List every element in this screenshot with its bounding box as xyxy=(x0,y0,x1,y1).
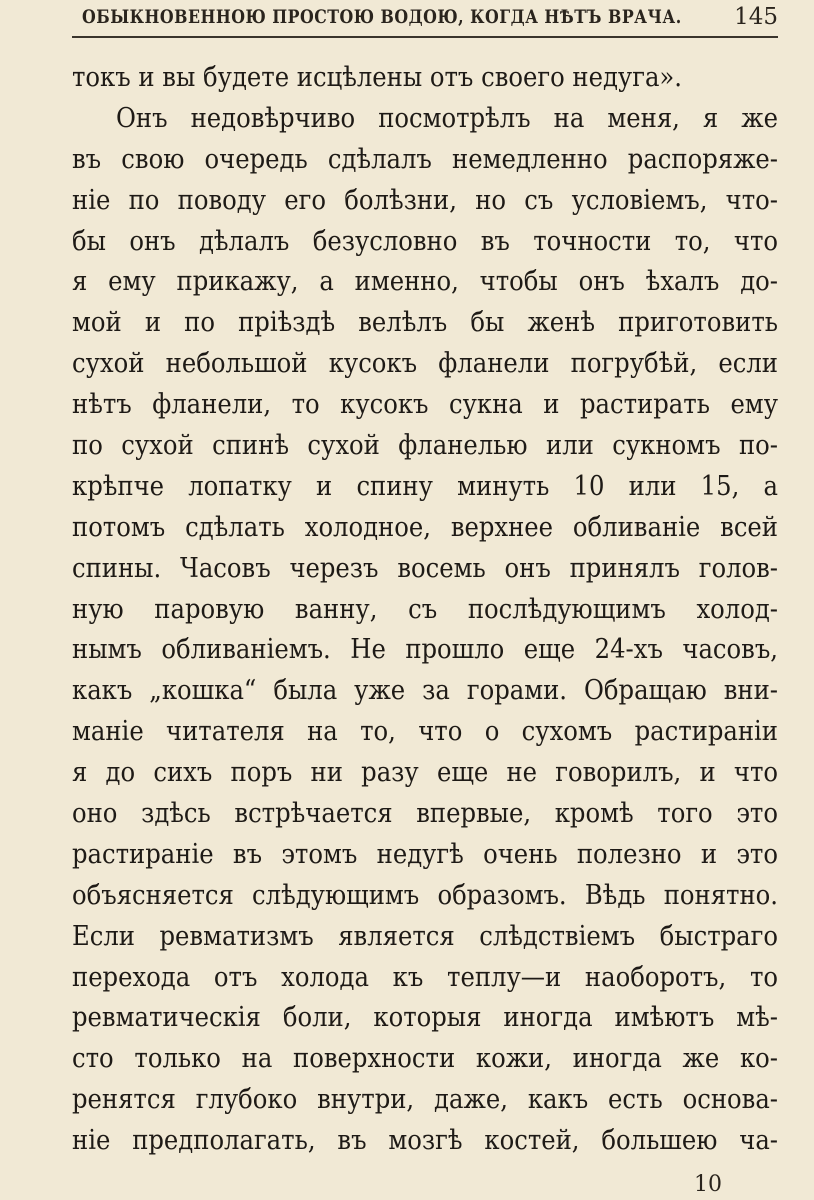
text-line: Если ревматизмъ является слѣдствіемъ быстраго xyxy=(72,920,778,952)
text-line: ревматическія боли, которыя иногда имѣютъ мѣ- xyxy=(72,1002,778,1034)
text-line: бы онъ дѣлалъ безусловно въ точности то, что xyxy=(72,225,778,257)
text-line: потомъ сдѣлать холодное, верхнее обливаніе всей xyxy=(72,511,778,543)
text-line: растираніе въ этомъ недугѣ очень полезно и это xyxy=(72,838,778,870)
text-line: перехода отъ холода къ теплу—и наоборотъ, то xyxy=(72,961,778,993)
text-line: сухой небольшой кусокъ фланели погрубѣй, если xyxy=(72,348,778,380)
text-line: ніе по поводу его болѣзни, но съ условіемъ, что- xyxy=(72,184,778,216)
text-line: какъ „кошка“ была уже за горами. Обращаю вни- xyxy=(72,675,778,707)
text-line: въ свою очередь сдѣлалъ немедленно распоряже- xyxy=(72,143,778,175)
text-line: токъ и вы будете исцѣлены отъ своего недуга». xyxy=(72,62,682,93)
text-line: сто только на поверхности кожи, иногда же ко- xyxy=(72,1043,778,1075)
header-rule xyxy=(72,36,778,38)
text-line: крѣпче лопатку и спину минуть 10 или 15, а xyxy=(72,470,778,502)
page-number: 145 xyxy=(734,4,778,30)
text-line: нымъ обливаніемъ. Не прошло еще 24-хъ часовъ, xyxy=(72,634,778,666)
text-line: оно здѣсь встрѣчается впервые, кромѣ того это xyxy=(72,798,778,830)
running-title: ОБЫКНОВЕННОЮ ПРОСТОЮ ВОДОЮ, КОГДА НѢТЪ ВРАЧА. xyxy=(82,6,682,28)
body-text xyxy=(72,58,778,1162)
text-line: маніе читателя на то, что о сухомъ растираніи xyxy=(72,716,778,748)
text-line: ную паровую ванну, съ послѣдующимъ холод- xyxy=(72,593,778,625)
signature-mark: 10 xyxy=(694,1172,722,1197)
text-line: ренятся глубоко внутри, даже, какъ есть основа- xyxy=(72,1084,778,1116)
running-header xyxy=(82,6,778,36)
text-line: объясняется слѣдующимъ образомъ. Вѣдь понятно. xyxy=(72,879,778,911)
text-line: по сухой спинѣ сухой фланелью или сукномъ по- xyxy=(72,430,778,462)
text-line: Онъ недовѣрчиво посмотрѣлъ на меня, я же xyxy=(116,102,778,134)
text-line: спины. Часовъ черезъ восемь онъ принялъ голов- xyxy=(72,552,778,584)
text-line: я ему прикажу, а именно, чтобы онъ ѣхалъ до- xyxy=(72,266,778,298)
text-line: мой и по пріѣздѣ велѣлъ бы женѣ приготовить xyxy=(72,307,778,339)
text-line: ніе предполагать, въ мозгѣ костей, большею ча- xyxy=(72,1125,778,1157)
text-line: я до сихъ поръ ни разу еще не говорилъ, и что xyxy=(72,757,778,789)
text-line: нѣтъ фланели, то кусокъ сукна и растирать ему xyxy=(72,389,778,421)
